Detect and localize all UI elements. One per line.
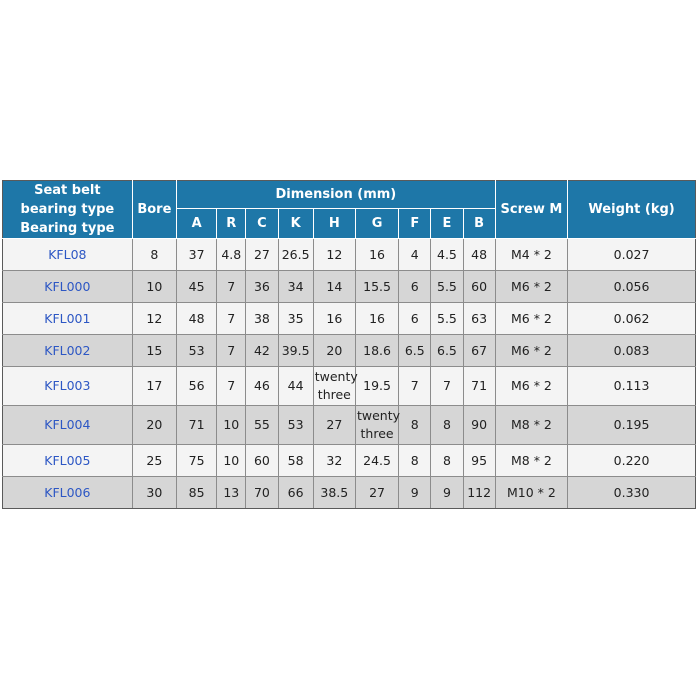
cell-weight: 0.062 bbox=[568, 303, 696, 335]
cell-f: 6 bbox=[399, 271, 431, 303]
cell-g: twenty three bbox=[355, 406, 398, 445]
cell-e: 5.5 bbox=[431, 271, 463, 303]
cell-a: 56 bbox=[176, 367, 216, 406]
cell-h: 38.5 bbox=[313, 477, 355, 509]
header-type: Seat belt bearing type Bearing type bbox=[3, 181, 133, 239]
cell-screw: M6 * 2 bbox=[495, 367, 567, 406]
cell-c: 42 bbox=[246, 335, 278, 367]
header-bore: Bore bbox=[132, 181, 176, 239]
cell-screw: M10 * 2 bbox=[495, 477, 567, 509]
table-row bbox=[3, 271, 696, 303]
cell-f: 8 bbox=[399, 406, 431, 445]
cell-type: KFL003 bbox=[3, 367, 133, 406]
header-dim-c: C bbox=[246, 209, 278, 239]
table-row bbox=[3, 477, 696, 509]
cell-k: 34 bbox=[278, 271, 313, 303]
cell-a: 48 bbox=[176, 303, 216, 335]
cell-h: 32 bbox=[313, 445, 355, 477]
cell-h: 20 bbox=[313, 335, 355, 367]
cell-k: 44 bbox=[278, 367, 313, 406]
cell-c: 27 bbox=[246, 239, 278, 271]
cell-g: 16 bbox=[355, 303, 398, 335]
cell-screw: M6 * 2 bbox=[495, 335, 567, 367]
cell-a: 71 bbox=[176, 406, 216, 445]
cell-r: 13 bbox=[217, 477, 246, 509]
cell-screw: M6 * 2 bbox=[495, 271, 567, 303]
cell-type: KFL004 bbox=[3, 406, 133, 445]
cell-bore: 15 bbox=[132, 335, 176, 367]
cell-screw: M6 * 2 bbox=[495, 303, 567, 335]
cell-b: 60 bbox=[463, 271, 495, 303]
cell-screw: M8 * 2 bbox=[495, 406, 567, 445]
cell-c: 70 bbox=[246, 477, 278, 509]
cell-g: 15.5 bbox=[355, 271, 398, 303]
cell-e: 8 bbox=[431, 445, 463, 477]
cell-bore: 25 bbox=[132, 445, 176, 477]
cell-c: 36 bbox=[246, 271, 278, 303]
cell-k: 39.5 bbox=[278, 335, 313, 367]
cell-k: 66 bbox=[278, 477, 313, 509]
cell-k: 26.5 bbox=[278, 239, 313, 271]
cell-g: 27 bbox=[355, 477, 398, 509]
header-dim-a: A bbox=[176, 209, 216, 239]
cell-g: 19.5 bbox=[355, 367, 398, 406]
cell-e: 8 bbox=[431, 406, 463, 445]
cell-a: 85 bbox=[176, 477, 216, 509]
cell-type: KFL000 bbox=[3, 271, 133, 303]
header-dim-g: G bbox=[355, 209, 398, 239]
cell-r: 10 bbox=[217, 445, 246, 477]
header-dim-r: R bbox=[217, 209, 246, 239]
header-dim-e: E bbox=[431, 209, 463, 239]
cell-a: 53 bbox=[176, 335, 216, 367]
cell-bore: 8 bbox=[132, 239, 176, 271]
cell-e: 9 bbox=[431, 477, 463, 509]
cell-h: twenty three bbox=[313, 367, 355, 406]
table-row bbox=[3, 335, 696, 367]
cell-weight: 0.330 bbox=[568, 477, 696, 509]
header-dim-k: K bbox=[278, 209, 313, 239]
cell-bore: 17 bbox=[132, 367, 176, 406]
cell-b: 67 bbox=[463, 335, 495, 367]
header-dim-b: B bbox=[463, 209, 495, 239]
cell-g: 16 bbox=[355, 239, 398, 271]
cell-c: 55 bbox=[246, 406, 278, 445]
cell-r: 7 bbox=[217, 335, 246, 367]
cell-e: 6.5 bbox=[431, 335, 463, 367]
cell-k: 35 bbox=[278, 303, 313, 335]
cell-a: 45 bbox=[176, 271, 216, 303]
cell-f: 6.5 bbox=[399, 335, 431, 367]
cell-a: 75 bbox=[176, 445, 216, 477]
header-row-1 bbox=[3, 181, 696, 209]
cell-k: 58 bbox=[278, 445, 313, 477]
cell-type: KFL005 bbox=[3, 445, 133, 477]
table-row bbox=[3, 445, 696, 477]
cell-screw: M8 * 2 bbox=[495, 445, 567, 477]
cell-f: 8 bbox=[399, 445, 431, 477]
cell-weight: 0.083 bbox=[568, 335, 696, 367]
table-row bbox=[3, 367, 696, 406]
spec-table-container bbox=[2, 180, 696, 509]
header-weight: Weight (kg) bbox=[568, 181, 696, 239]
cell-type: KFL006 bbox=[3, 477, 133, 509]
cell-bore: 12 bbox=[132, 303, 176, 335]
cell-a: 37 bbox=[176, 239, 216, 271]
cell-r: 4.8 bbox=[217, 239, 246, 271]
cell-weight: 0.220 bbox=[568, 445, 696, 477]
cell-type: KFL08 bbox=[3, 239, 133, 271]
cell-type: KFL002 bbox=[3, 335, 133, 367]
cell-b: 95 bbox=[463, 445, 495, 477]
table-row bbox=[3, 239, 696, 271]
cell-h: 12 bbox=[313, 239, 355, 271]
cell-f: 6 bbox=[399, 303, 431, 335]
cell-c: 38 bbox=[246, 303, 278, 335]
cell-b: 90 bbox=[463, 406, 495, 445]
cell-e: 7 bbox=[431, 367, 463, 406]
cell-screw: M4 * 2 bbox=[495, 239, 567, 271]
cell-f: 7 bbox=[399, 367, 431, 406]
header-dim-h: H bbox=[313, 209, 355, 239]
cell-weight: 0.113 bbox=[568, 367, 696, 406]
header-screw: Screw M bbox=[495, 181, 567, 239]
header-dim-f: F bbox=[399, 209, 431, 239]
table-row bbox=[3, 406, 696, 445]
cell-weight: 0.195 bbox=[568, 406, 696, 445]
cell-f: 4 bbox=[399, 239, 431, 271]
cell-h: 27 bbox=[313, 406, 355, 445]
cell-e: 4.5 bbox=[431, 239, 463, 271]
cell-h: 16 bbox=[313, 303, 355, 335]
cell-e: 5.5 bbox=[431, 303, 463, 335]
cell-weight: 0.056 bbox=[568, 271, 696, 303]
cell-r: 7 bbox=[217, 271, 246, 303]
cell-r: 10 bbox=[217, 406, 246, 445]
cell-g: 24.5 bbox=[355, 445, 398, 477]
table-row bbox=[3, 303, 696, 335]
cell-bore: 10 bbox=[132, 271, 176, 303]
cell-weight: 0.027 bbox=[568, 239, 696, 271]
cell-b: 71 bbox=[463, 367, 495, 406]
cell-b: 63 bbox=[463, 303, 495, 335]
cell-c: 60 bbox=[246, 445, 278, 477]
cell-bore: 20 bbox=[132, 406, 176, 445]
cell-g: 18.6 bbox=[355, 335, 398, 367]
cell-k: 53 bbox=[278, 406, 313, 445]
cell-h: 14 bbox=[313, 271, 355, 303]
cell-r: 7 bbox=[217, 367, 246, 406]
cell-r: 7 bbox=[217, 303, 246, 335]
cell-b: 112 bbox=[463, 477, 495, 509]
cell-f: 9 bbox=[399, 477, 431, 509]
bearing-spec-table bbox=[2, 180, 696, 509]
cell-c: 46 bbox=[246, 367, 278, 406]
header-dimension: Dimension (mm) bbox=[176, 181, 495, 209]
cell-bore: 30 bbox=[132, 477, 176, 509]
cell-b: 48 bbox=[463, 239, 495, 271]
cell-type: KFL001 bbox=[3, 303, 133, 335]
